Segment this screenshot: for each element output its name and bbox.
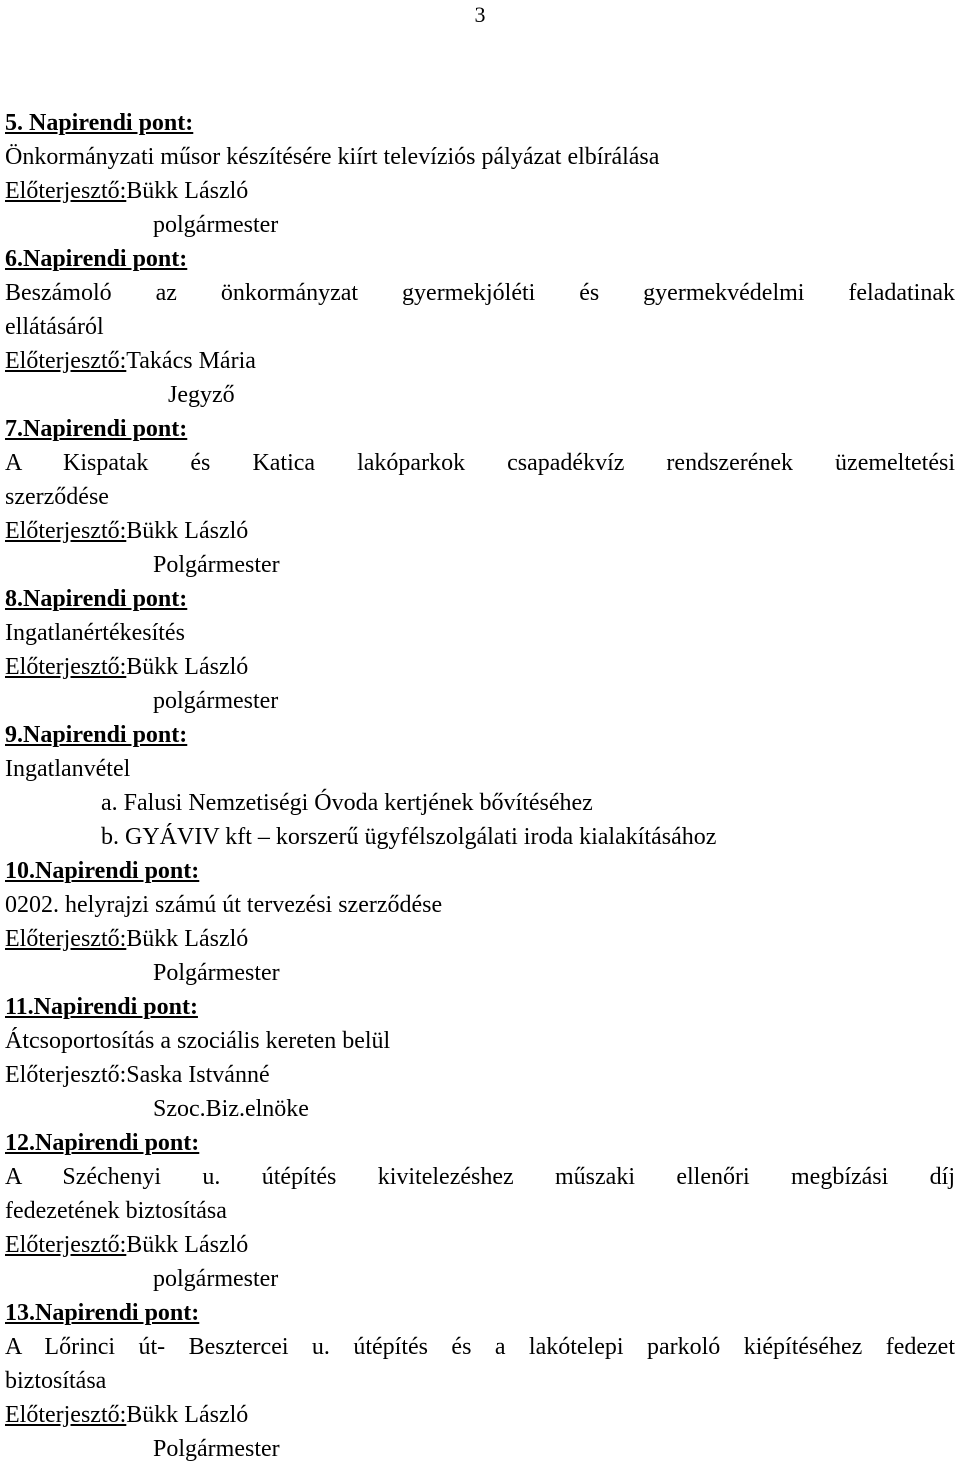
agenda-heading-13: 13.Napirendi pont: <box>5 1300 200 1326</box>
agenda-title-6-line-2: ellátásáról <box>5 314 104 340</box>
presenter-name: Bükk László <box>126 654 249 680</box>
presenter-name: Bükk László <box>126 518 249 544</box>
presenter-line-7 <box>5 514 955 548</box>
presenter-name: Bükk László <box>126 178 249 204</box>
presenter-role-5: polgármester <box>153 212 279 238</box>
presenter-label: Előterjesztő: <box>5 518 127 544</box>
presenter-line-13 <box>5 1398 955 1432</box>
agenda-heading-7: 7.Napirendi pont: <box>5 416 188 442</box>
presenter-name: Saska Istvánné <box>126 1062 270 1088</box>
presenter-line-12 <box>5 1228 955 1262</box>
presenter-label: Előterjesztő: <box>5 348 127 374</box>
presenter-role-7: Polgármester <box>153 552 280 578</box>
agenda-title-12-line-2: fedezetének biztosítása <box>5 1198 227 1224</box>
presenter-role-12: polgármester <box>153 1266 279 1292</box>
agenda-title-12-line-1: A Széchenyi u. útépítés kivitelezéshez műszaki ellenőri megbízási díj <box>5 1164 955 1190</box>
presenter-label: Előterjesztő: <box>5 654 127 680</box>
presenter-role-11: Szoc.Biz.elnöke <box>153 1096 309 1122</box>
agenda-heading-6: 6.Napirendi pont: <box>5 246 188 272</box>
presenter-line-5 <box>5 174 955 208</box>
page-number: 3 <box>474 2 486 27</box>
presenter-role-8: polgármester <box>153 688 279 714</box>
agenda-title-11: Átcsoportosítás a szociális kereten belül <box>5 1028 391 1054</box>
list-item-9b: b. GYÁVIV kft – korszerű ügyfélszolgálati iroda kialakításához <box>101 824 717 850</box>
presenter-name: Bükk László <box>126 1402 249 1428</box>
presenter-line-8 <box>5 650 955 684</box>
presenter-line-10 <box>5 922 955 956</box>
presenter-label: Előterjesztő: <box>5 178 127 204</box>
agenda-document <box>5 106 955 1466</box>
presenter-line-11 <box>5 1058 955 1092</box>
agenda-heading-12: 12.Napirendi pont: <box>5 1130 200 1156</box>
presenter-name: Bükk László <box>126 926 249 952</box>
agenda-heading-8: 8.Napirendi pont: <box>5 586 188 612</box>
list-item-9a: a. Falusi Nemzetiségi Óvoda kertjének bővítéséhez <box>101 790 593 816</box>
agenda-title-7-line-1: A Kispatak és Katica lakóparkok csapadékvíz rendszerének üzemeltetési <box>5 450 955 476</box>
agenda-heading-11: 11.Napirendi pont: <box>5 994 198 1020</box>
presenter-line-6 <box>5 344 955 378</box>
agenda-title-6-line-1: Beszámoló az önkormányzat gyermekjóléti és gyermekvédelmi feladatinak <box>5 280 955 306</box>
presenter-label: Előterjesztő: <box>5 1402 127 1428</box>
agenda-heading-9: 9.Napirendi pont: <box>5 722 188 748</box>
presenter-label: Előterjesztő: <box>5 1232 127 1258</box>
agenda-title-10: 0202. helyrajzi számú út tervezési szerződése <box>5 892 443 918</box>
agenda-title-13-line-2: biztosítása <box>5 1368 107 1394</box>
presenter-role-6: Jegyző <box>168 382 235 408</box>
presenter-role-10: Polgármester <box>153 960 280 986</box>
agenda-title-7-line-2: szerződése <box>5 484 109 510</box>
agenda-title-8: Ingatlanértékesítés <box>5 620 185 646</box>
agenda-title-5: Önkormányzati műsor készítésére kiírt televíziós pályázat elbírálása <box>5 144 660 170</box>
presenter-name: Takács Mária <box>126 348 256 374</box>
presenter-role-13: Polgármester <box>153 1436 280 1462</box>
agenda-heading-10: 10.Napirendi pont: <box>5 858 200 884</box>
presenter-name: Bükk László <box>126 1232 249 1258</box>
presenter-label: Előterjesztő: <box>5 1062 127 1088</box>
agenda-heading-5: 5. Napirendi pont: <box>5 110 194 136</box>
agenda-title-9: Ingatlanvétel <box>5 756 131 782</box>
presenter-label: Előterjesztő: <box>5 926 127 952</box>
agenda-title-13-line-1: A Lőrinci út- Besztercei u. útépítés és a lakótelepi parkoló kiépítéséhez fedezet <box>5 1334 955 1360</box>
